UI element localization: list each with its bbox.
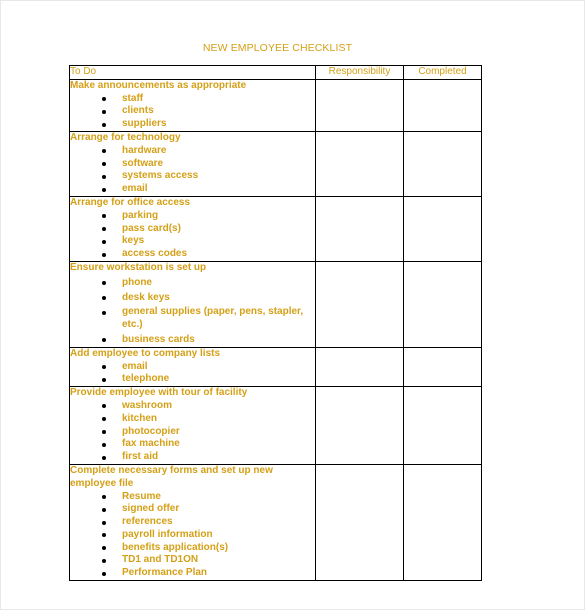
table-row [70, 261, 482, 347]
list-item: signed offer [70, 503, 315, 516]
completed-cell[interactable] [404, 347, 482, 386]
responsibility-cell[interactable] [316, 131, 404, 196]
task-items [70, 93, 315, 131]
list-item: general supplies (paper, pens, stapler, etc.) [70, 306, 315, 332]
table-row [70, 347, 482, 386]
task-title: Arrange for technology [70, 131, 181, 143]
list-item: fax machine [70, 438, 315, 451]
table-row [70, 387, 482, 465]
document-title: NEW EMPLOYEE CHECKLIST [202, 42, 353, 54]
task-items [70, 400, 315, 464]
list-item: washroom [70, 400, 315, 413]
responsibility-cell[interactable] [316, 196, 404, 261]
list-item: references [70, 516, 315, 529]
task-title: Complete necessary forms and set up new employee file [70, 464, 273, 489]
task-cell [70, 464, 316, 580]
list-item: benefits application(s) [70, 542, 315, 555]
list-item: staff [70, 93, 315, 106]
list-item: first aid [70, 451, 315, 464]
responsibility-cell[interactable] [316, 261, 404, 347]
task-cell [70, 347, 316, 386]
task-cell [70, 79, 316, 131]
list-item: Performance Plan [70, 567, 315, 580]
completed-cell[interactable] [404, 196, 482, 261]
list-item: keys [70, 235, 315, 248]
header-todo: To Do [70, 66, 316, 80]
list-item: systems access [70, 170, 315, 183]
task-cell [70, 196, 316, 261]
responsibility-cell[interactable] [316, 79, 404, 131]
header-completed: Completed [404, 66, 482, 80]
task-title: Arrange for office access [70, 196, 191, 208]
table-row [70, 464, 482, 580]
completed-cell[interactable] [404, 464, 482, 580]
list-item: hardware [70, 145, 315, 158]
list-item: email [70, 361, 315, 374]
table-row [70, 131, 482, 196]
list-item: suppliers [70, 118, 315, 131]
list-item: kitchen [70, 413, 315, 426]
list-item: email [70, 183, 315, 196]
list-item: photocopier [70, 426, 315, 439]
list-item: desk keys [70, 292, 315, 305]
list-item: parking [70, 210, 315, 223]
task-items [70, 145, 315, 196]
task-items [70, 361, 315, 387]
task-cell [70, 261, 316, 347]
task-title: Provide employee with tour of facility [70, 387, 248, 399]
task-items [70, 491, 315, 581]
list-item: software [70, 158, 315, 171]
task-items [70, 210, 315, 261]
checklist-table [69, 65, 482, 581]
completed-cell[interactable] [404, 131, 482, 196]
task-title: Ensure workstation is set up [70, 261, 207, 273]
header-row [70, 66, 482, 80]
list-item: phone [70, 277, 315, 290]
responsibility-cell[interactable] [316, 464, 404, 580]
task-title: Make announcements as appropriate [70, 79, 247, 91]
task-items [70, 277, 315, 347]
list-item: pass card(s) [70, 223, 315, 236]
table-row [70, 79, 482, 131]
task-cell [70, 387, 316, 465]
list-item: payroll information [70, 529, 315, 542]
responsibility-cell[interactable] [316, 387, 404, 465]
header-responsibility: Responsibility [316, 66, 404, 80]
completed-cell[interactable] [404, 79, 482, 131]
list-item: telephone [70, 373, 315, 386]
list-item: TD1 and TD1ON [70, 554, 315, 567]
responsibility-cell[interactable] [316, 347, 404, 386]
list-item: Resume [70, 491, 315, 504]
list-item: business cards [70, 334, 315, 347]
task-title: Add employee to company lists [70, 347, 221, 359]
table-row [70, 196, 482, 261]
list-item: clients [70, 105, 315, 118]
completed-cell[interactable] [404, 387, 482, 465]
task-cell [70, 131, 316, 196]
completed-cell[interactable] [404, 261, 482, 347]
list-item: access codes [70, 248, 315, 261]
